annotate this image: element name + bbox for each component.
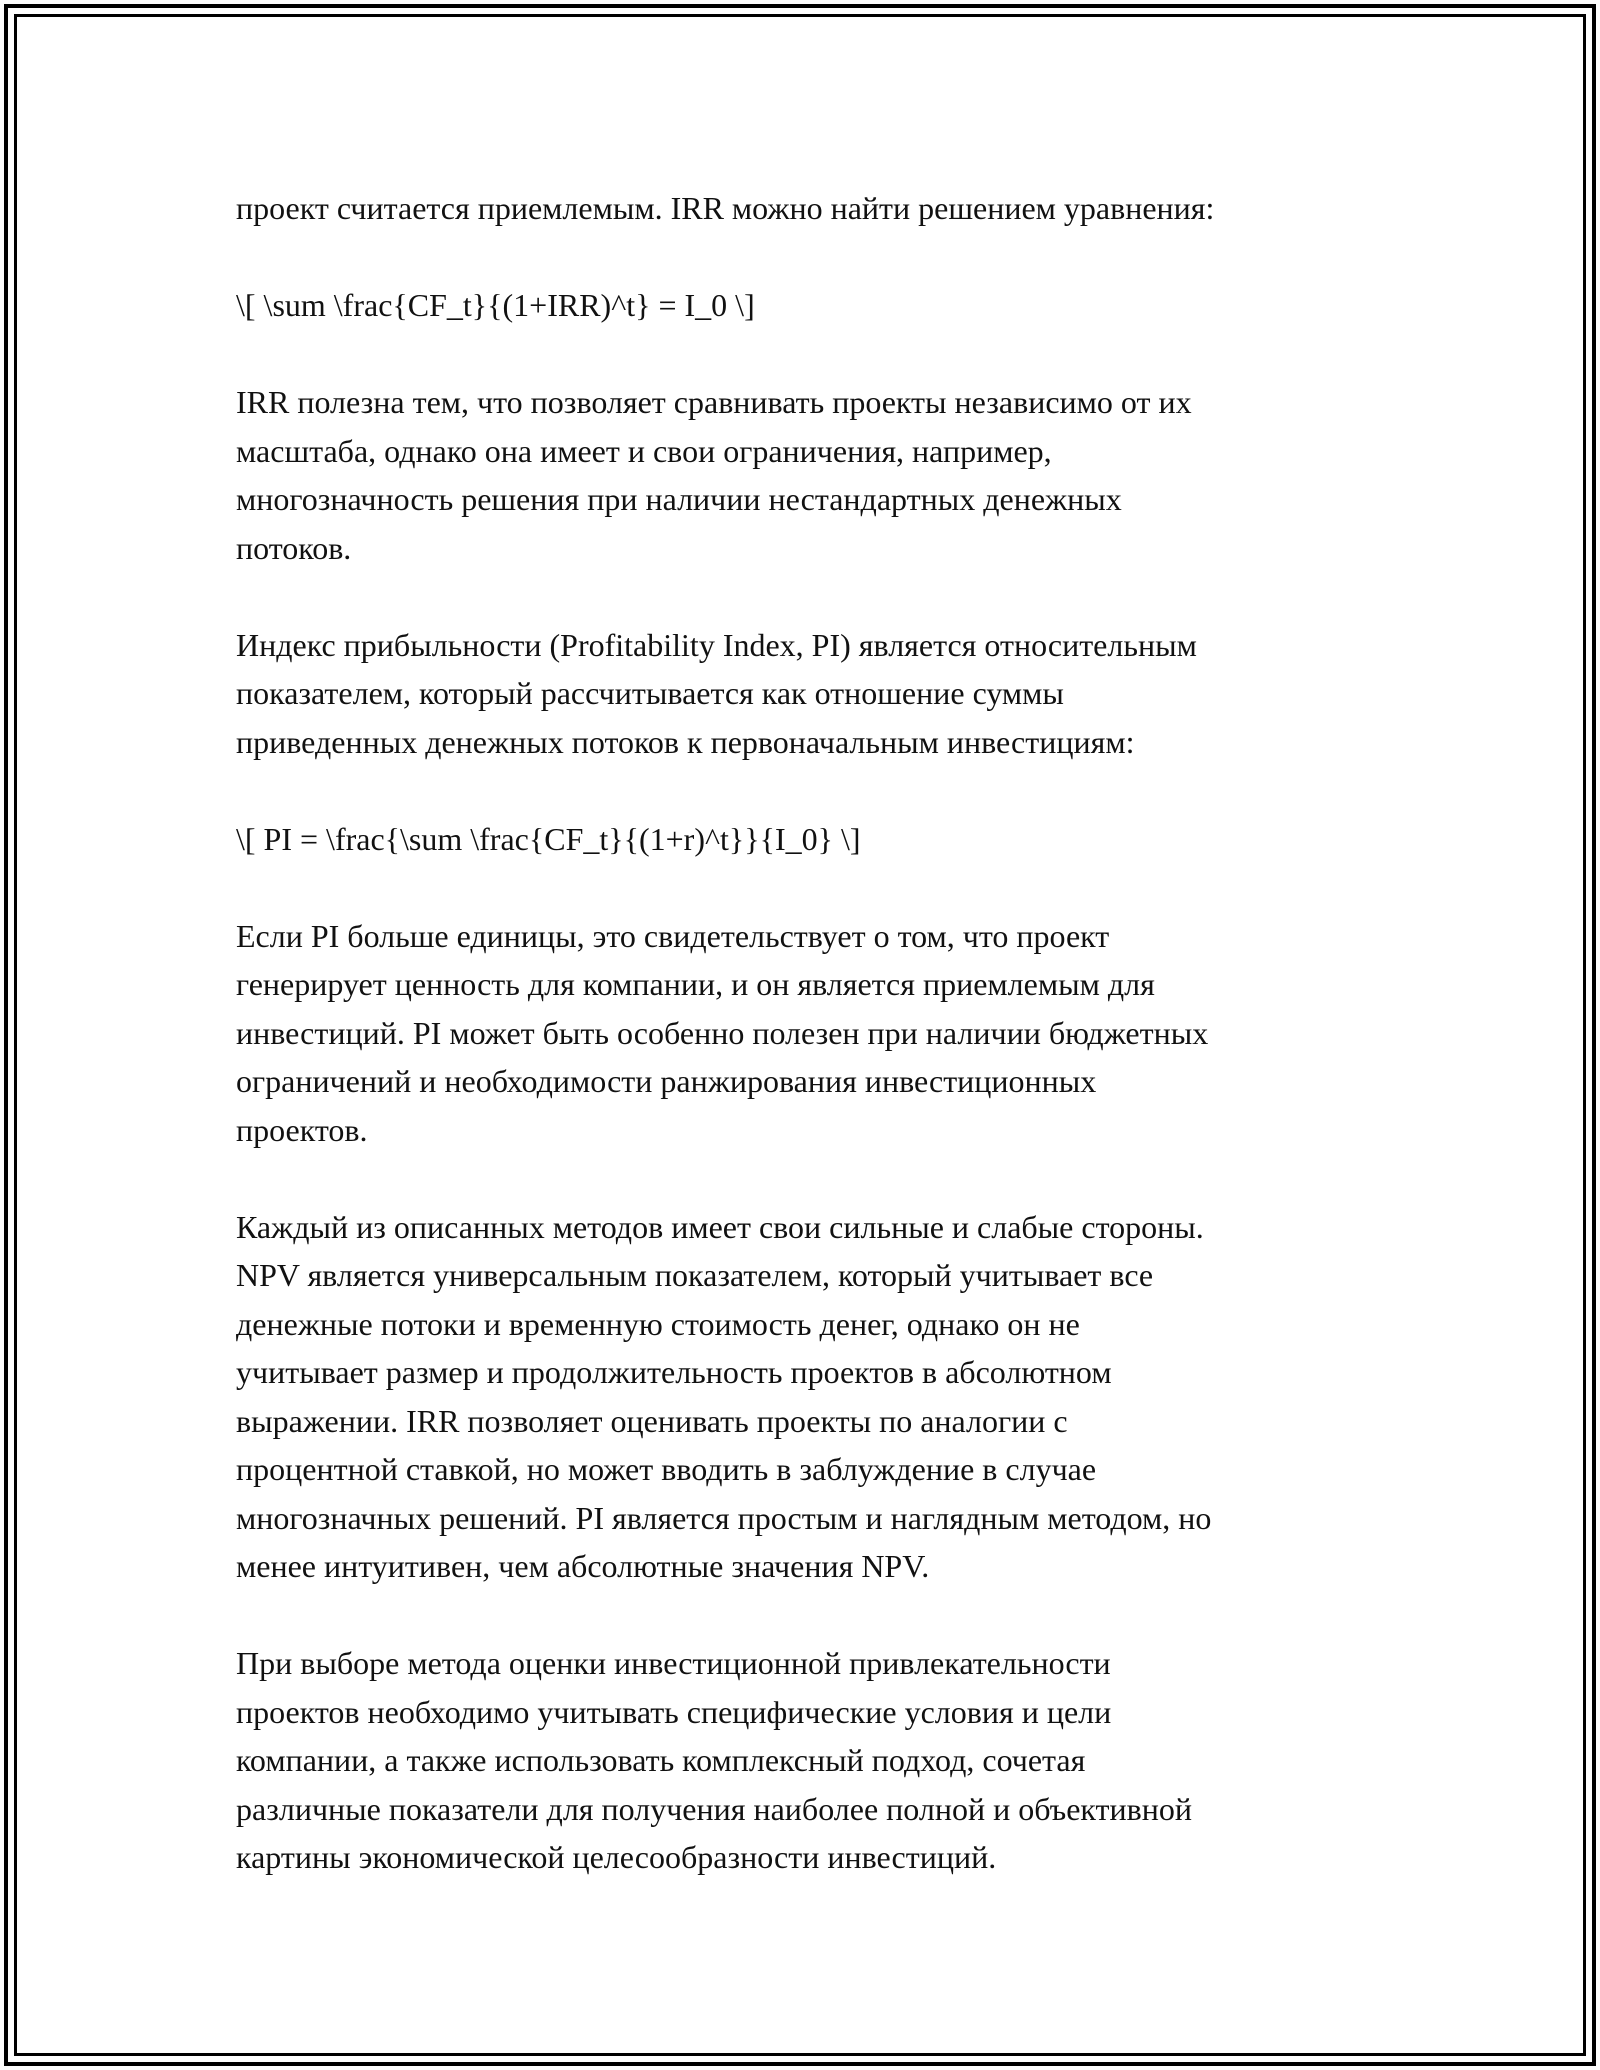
text-line: ограничений и необходимости ранжирования инвестиционных	[236, 1063, 1097, 1099]
text-line: выражении. IRR позволяет оценивать проекты по аналогии с	[236, 1402, 1068, 1439]
text-line: При выборе метода оценки инвестиционной привлекательности	[236, 1645, 1111, 1681]
text-line: многозначных решений. PI является простым и наглядным методом, но	[236, 1499, 1212, 1536]
paragraph-conclusion	[236, 1639, 1376, 1882]
paragraph-pi-formula	[236, 815, 1376, 864]
paragraph-pi-interpretation	[236, 912, 1376, 1155]
text-line: инвестиций. PI может быть особенно полезен при наличии бюджетных	[236, 1014, 1209, 1051]
paragraph-pi-definition	[236, 621, 1376, 767]
text-line: картины экономической целесообразности инвестиций.	[236, 1839, 997, 1875]
paragraph-irr-formula	[236, 281, 1376, 330]
text-line: многозначность решения при наличии нестандартных денежных	[236, 481, 1122, 517]
paragraph-methods-comparison	[236, 1203, 1376, 1591]
paragraph-irr-usefulness	[236, 378, 1376, 572]
text-line: Индекс прибыльности (Profitability Index, PI) является относительным	[236, 626, 1197, 663]
text-line: IRR полезна тем, что позволяет сравнивать проекты независимо от их	[236, 384, 1192, 420]
text-line: \[ \sum \frac{CF_t}{(1+IRR)^t} = I_0 \]	[236, 287, 755, 323]
text-line: компании, а также использовать комплексный подход, сочетая	[236, 1742, 1086, 1778]
text-line: менее интуитивен, чем абсолютные значения NPV.	[236, 1548, 930, 1584]
text-line: масштаба, однако она имеет и свои ограничения, например,	[236, 432, 1052, 469]
text-line: процентной ставкой, но может вводить в заблуждение в случае	[236, 1451, 1097, 1487]
text-line: различные показатели для получения наиболее полной и объективной	[236, 1790, 1193, 1827]
text-line: проектов необходимо учитывать специфические условия и цели	[236, 1693, 1112, 1730]
text-line: показателем, который рассчитывается как отношение суммы	[236, 675, 1064, 711]
text-line: Каждый из описанных методов имеет свои сильные и слабые стороны.	[236, 1208, 1204, 1245]
text-line: проектов.	[236, 1111, 368, 1148]
text-line: проект считается приемлемым. IRR можно найти решением уравнения:	[236, 190, 1215, 226]
text-line: потоков.	[236, 529, 352, 566]
text-line: Если PI больше единицы, это свидетельствует о том, что проект	[236, 917, 1110, 954]
text-line: NPV является универсальным показателем, который учитывает все	[236, 1257, 1154, 1293]
text-line: учитывает размер и продолжительность проектов в абсолютном	[236, 1354, 1112, 1390]
paragraph-irr-intro-end	[236, 184, 1376, 233]
text-line: приведенных денежных потоков к первоначальным инвестициям:	[236, 723, 1135, 760]
text-line: \[ PI = \frac{\sum \frac{CF_t}{(1+r)^t}}{I_0} \]	[236, 820, 861, 857]
document-body	[236, 184, 1376, 1882]
text-line: денежные потоки и временную стоимость денег, однако он не	[236, 1305, 1080, 1342]
text-line: генерирует ценность для компании, и он является приемлемым для	[236, 966, 1155, 1002]
